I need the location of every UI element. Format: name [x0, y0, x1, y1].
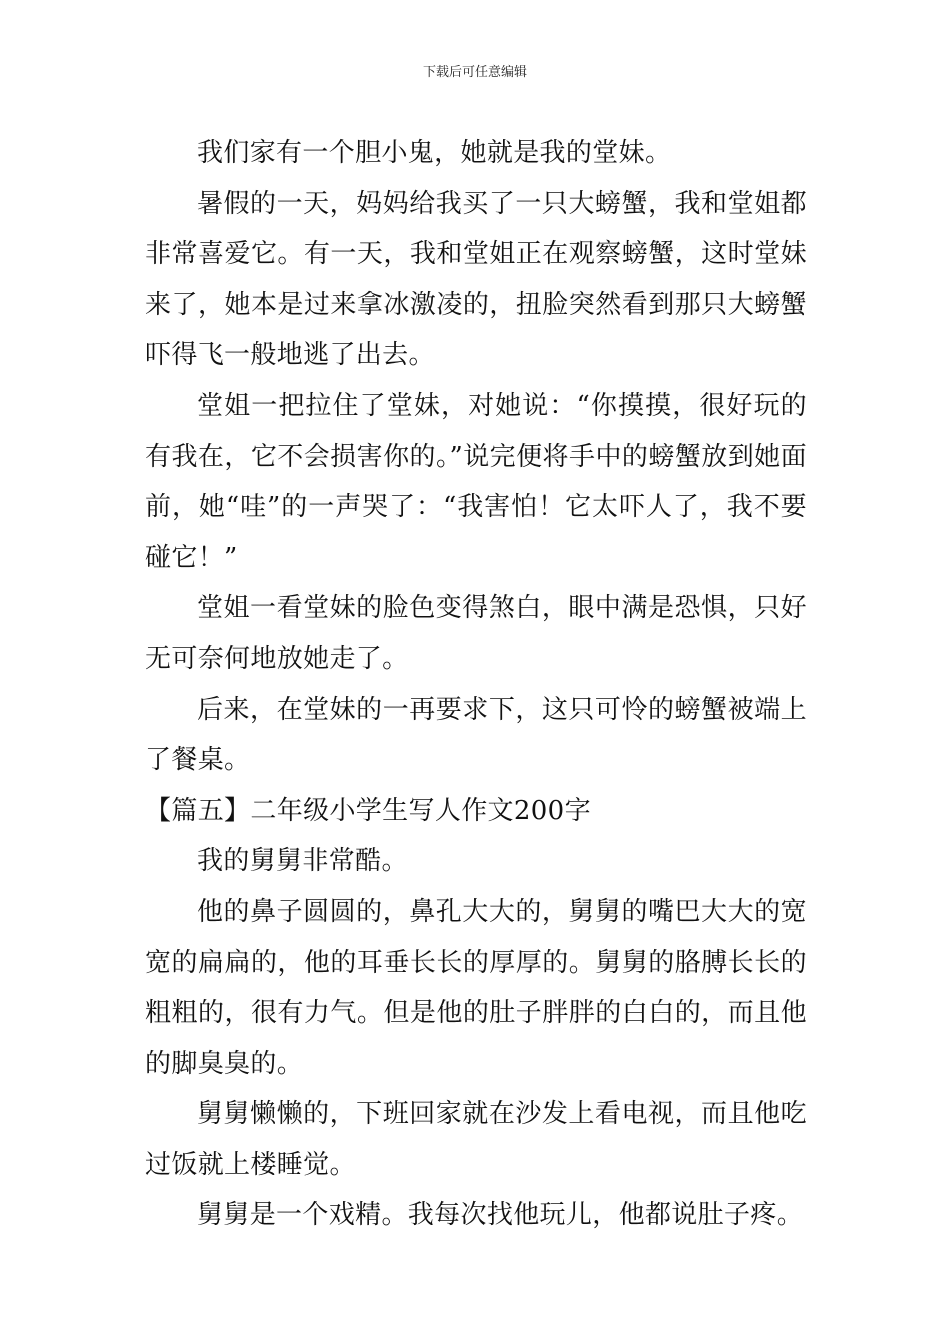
paragraph: 暑假的一天，妈妈给我买了一只大螃蟹，我和堂姐都非常喜爱它。有一天，我和堂姐正在观察螃蟹，这时堂妹来了，她本是过来拿冰激凌的，扭脸突然看到那只大螃蟹吓得飞一般地逃了出去。: [145, 188, 807, 371]
paragraph: 堂姐一看堂妹的脸色变得煞白，眼中满是恐惧，只好无可奈何地放她走了。: [145, 593, 807, 674]
paragraph: 我的舅舅非常酷。: [197, 846, 408, 877]
paragraph: 堂姐一把拉住了堂妹，对她说：“你摸摸，很好玩的有我在，它不会损害你的。”说完便将手中的螃蟹放到她面前，她“哇”的一声哭了：“我害怕！它太吓人了，我不要碰它！”: [145, 390, 807, 573]
page-header: 下载后可任意编辑: [422, 65, 527, 80]
paragraph: 舅舅懒懒的，下班回家就在沙发上看电视，而且他吃过饭就上楼睡觉。: [145, 1099, 807, 1180]
section-heading: 【篇五】二年级小学生写人作文200字: [145, 795, 591, 826]
document-body: [145, 128, 807, 1241]
paragraph: 舅舅是一个戏精。我每次找他玩儿，他都说肚子疼。: [197, 1200, 804, 1231]
paragraph: 后来，在堂妹的一再要求下，这只可怜的螃蟹被端上了餐桌。: [145, 694, 807, 776]
paragraph: 我们家有一个胆小鬼，她就是我的堂妹。: [197, 138, 672, 168]
paragraph: 他的鼻子圆圆的，鼻孔大大的，舅舅的嘴巴大大的宽宽的扁扁的，他的耳垂长长的厚厚的。舅舅的胳膊长长的粗粗的，很有力气。但是他的肚子胖胖的白白的，而且他的脚臭臭的。: [145, 896, 807, 1079]
